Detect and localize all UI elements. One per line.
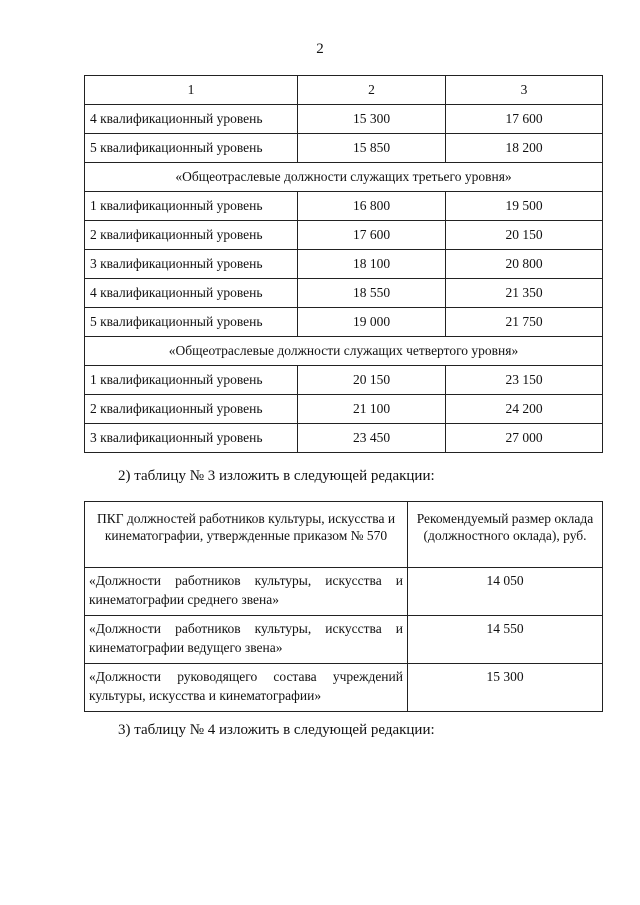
salary-value: 19 000 <box>298 308 446 337</box>
column-number-2: 2 <box>298 76 446 105</box>
column-number-1: 1 <box>85 76 298 105</box>
recommended-salary-value: 17 600 <box>446 105 603 134</box>
qualification-level: 2 квалификационный уровень <box>85 221 298 250</box>
table-header-row <box>85 502 603 568</box>
recommended-salary-value: 21 350 <box>446 279 603 308</box>
recommended-salary-value: 20 150 <box>446 221 603 250</box>
qualification-level: 4 квалификационный уровень <box>85 279 298 308</box>
header-pkg-column: ПКГ должностей работников культуры, искусства и кинематографии, утвержденные приказом № 570 <box>85 502 408 568</box>
salary-value: 17 600 <box>298 221 446 250</box>
salary-table-levels <box>84 75 603 453</box>
position-group-text: «Должности руководящего состава учреждений культуры, искусства и кинематографии» <box>85 664 408 712</box>
paragraph-table-4-instruction: 3) таблицу № 4 изложить в следующей редакции: <box>118 722 435 738</box>
recommended-salary-value: 27 000 <box>446 424 603 453</box>
recommended-salary-value: 23 150 <box>446 366 603 395</box>
qualification-level: 4 квалификационный уровень <box>85 105 298 134</box>
table-row <box>85 250 603 279</box>
header-salary-column: Рекомендуемый размер оклада (должностного оклада), руб. <box>408 502 603 568</box>
table-row <box>85 395 603 424</box>
position-group-text: «Должности работников культуры, искусства и кинематографии ведущего звена» <box>85 616 408 664</box>
table-row <box>85 366 603 395</box>
column-number-3: 3 <box>446 76 603 105</box>
table-row <box>85 568 603 616</box>
salary-value: 20 150 <box>298 366 446 395</box>
qualification-level: 3 квалификационный уровень <box>85 424 298 453</box>
table-row <box>85 134 603 163</box>
salary-value: 14 050 <box>408 568 603 616</box>
qualification-level: 2 квалификационный уровень <box>85 395 298 424</box>
table-row <box>85 308 603 337</box>
group-row <box>85 163 603 192</box>
table-row <box>85 424 603 453</box>
recommended-salary-value: 21 750 <box>446 308 603 337</box>
salary-value: 15 300 <box>408 664 603 712</box>
recommended-salary-value: 20 800 <box>446 250 603 279</box>
table-row <box>85 105 603 134</box>
group-row <box>85 337 603 366</box>
recommended-salary-value: 19 500 <box>446 192 603 221</box>
salary-table-culture <box>84 501 603 712</box>
table-row <box>85 616 603 664</box>
qualification-level: 1 квалификационный уровень <box>85 366 298 395</box>
salary-value: 21 100 <box>298 395 446 424</box>
group-title: «Общеотраслевые должности служащих четвертого уровня» <box>85 337 603 366</box>
table-row <box>85 192 603 221</box>
salary-value: 18 100 <box>298 250 446 279</box>
salary-value: 18 550 <box>298 279 446 308</box>
qualification-level: 3 квалификационный уровень <box>85 250 298 279</box>
recommended-salary-value: 24 200 <box>446 395 603 424</box>
qualification-level: 5 квалификационный уровень <box>85 308 298 337</box>
qualification-level: 1 квалификационный уровень <box>85 192 298 221</box>
position-group-text: «Должности работников культуры, искусства и кинематографии среднего звена» <box>85 568 408 616</box>
recommended-salary-value: 18 200 <box>446 134 603 163</box>
table-row <box>85 221 603 250</box>
salary-value: 15 300 <box>298 105 446 134</box>
table-header-row <box>85 76 603 105</box>
paragraph-table-3-instruction: 2) таблицу № 3 изложить в следующей редакции: <box>118 468 435 484</box>
salary-value: 14 550 <box>408 616 603 664</box>
qualification-level: 5 квалификационный уровень <box>85 134 298 163</box>
table-row <box>85 664 603 712</box>
salary-value: 23 450 <box>298 424 446 453</box>
group-title: «Общеотраслевые должности служащих третьего уровня» <box>85 163 603 192</box>
table-row <box>85 279 603 308</box>
salary-value: 16 800 <box>298 192 446 221</box>
salary-value: 15 850 <box>298 134 446 163</box>
page-number: 2 <box>316 41 324 57</box>
